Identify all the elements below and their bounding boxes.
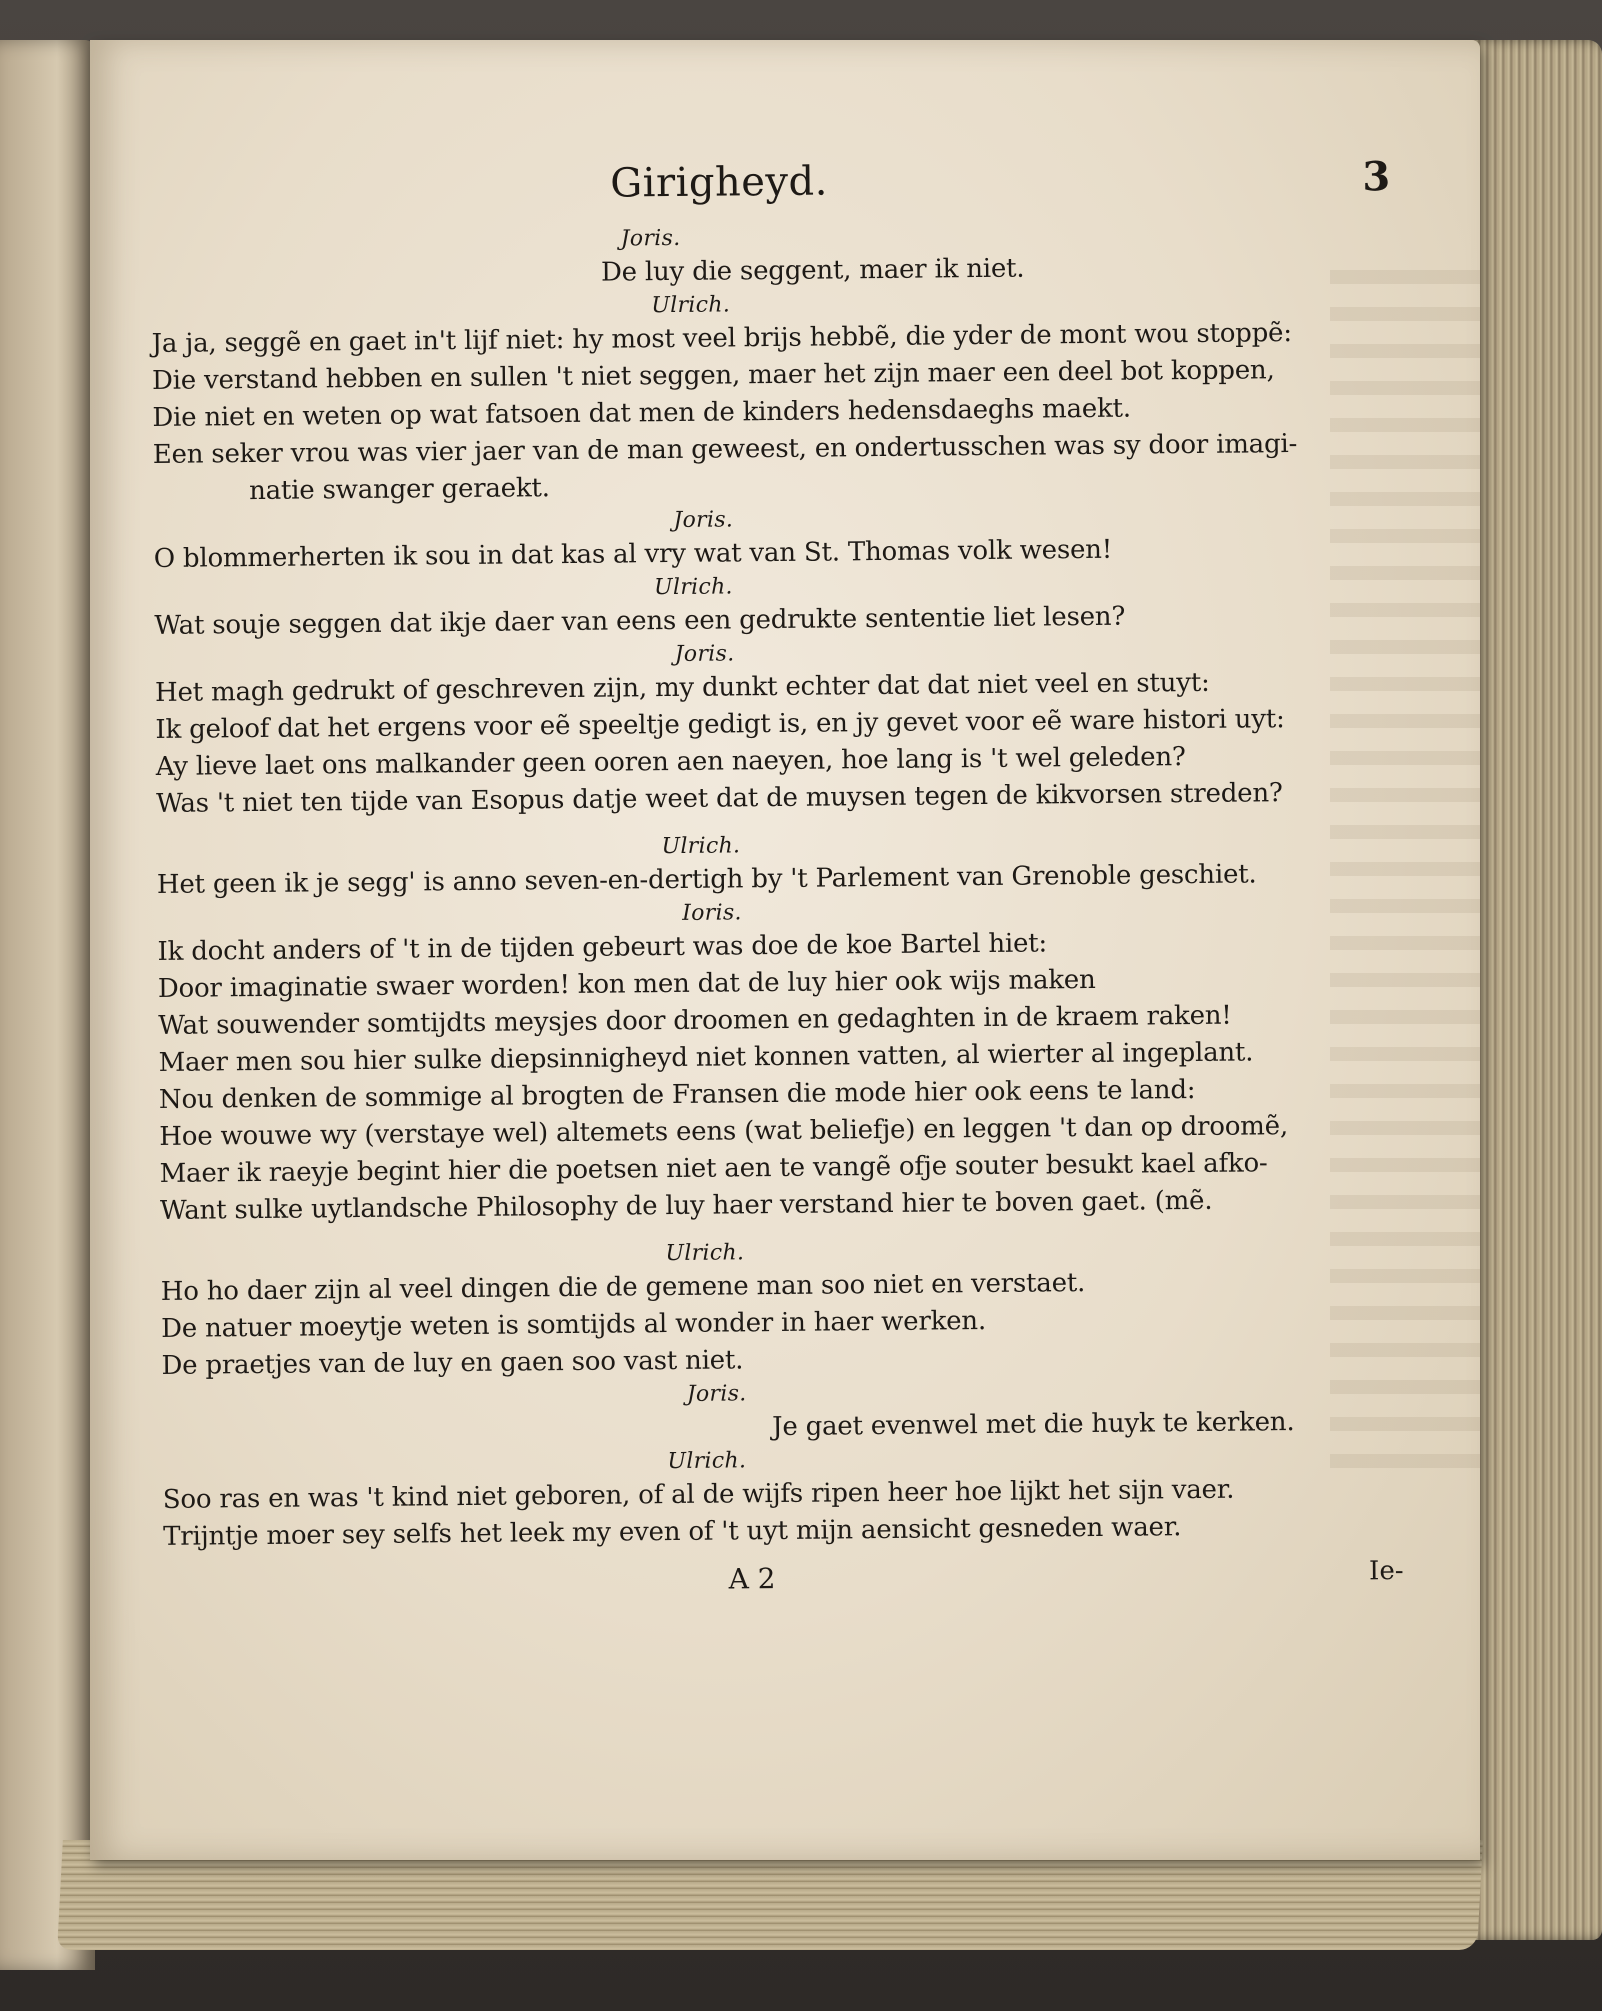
book-page [90, 40, 1480, 1860]
verse-line: Ja ja, seggẽ en gaet in't lijf niet: hy most veel brijs hebbẽ, die yder de mont wou stoppẽ: [151, 318, 1292, 359]
speaker-name: Joris. [674, 641, 735, 667]
verse-line: Die verstand hebben en sullen 't niet seggen, maer het zijn maer een deel bot koppen, [151, 355, 1275, 396]
verse-line: Soo ras en was 't kind niet geboren, of al de wijfs ripen heer hoe lijkt het sijn vaer. [162, 1474, 1235, 1515]
page-number: 3 [1362, 153, 1391, 201]
verse-line: Nou denken de sommige al brogten de Fransen die mode hier ook eens te land: [158, 1075, 1196, 1115]
verse-line: De luy die seggent, maer ik niet. [600, 253, 1025, 288]
verse-line: De natuer moeytje weten is somtijds al wonder in haer werken. [161, 1306, 987, 1344]
speaker-name: Joris. [673, 507, 734, 533]
verse-line: Trijntje moer sey selfs het leek my even of 't uyt mijn aensicht gesneden waer. [163, 1512, 1182, 1552]
speaker-name: Joris. [686, 1381, 747, 1407]
verse-line: O blommerherten ik sou in dat kas al vry wat van St. Thomas volk wesen! [153, 534, 1113, 574]
verse-line: Door imaginatie swaer worden! kon men dat de luy hier ook wijs maken [157, 964, 1096, 1004]
speaker-name: Ulrich. [665, 1240, 745, 1267]
verse-line: Ik geloof dat het ergens voor eẽ speeltje gedigt is, en jy gevet voor eẽ ware histori uyt: [155, 704, 1285, 745]
speaker-name: Ulrich. [661, 833, 741, 860]
text-block [150, 153, 1404, 1614]
speaker-name: Joris. [620, 225, 681, 252]
verse-line: Ho ho daer zijn al veel dingen die de gemene man soo niet en verstaet. [160, 1268, 1086, 1307]
running-head [150, 153, 1391, 225]
verse-line: De praetjes van de luy en gaen soo vast niet. [161, 1345, 744, 1381]
verse-line: Maer men sou hier sulke diepsinnigheyd niet konnen vatten, al wierter al ingeplant. [158, 1037, 1254, 1078]
verse-line: Wat souje seggen dat ikje daer van eens een gedrukte sententie liet lesen? [154, 601, 1126, 641]
speaker-name: Ulrich. [651, 292, 731, 319]
verse-line: Was 't niet ten tijde van Esopus datje weet dat de muysen tegen de kikvorsen streden? [155, 778, 1283, 819]
verse-line: Ay lieve laet ons malkander geen ooren aen naeyen, hoe lang is 't wel geleden? [155, 742, 1186, 782]
dialogue [151, 217, 1404, 1556]
verse-line: Het magh gedrukt of geschreven zijn, my dunkt echter dat dat niet veel en stuyt: [154, 667, 1210, 708]
page-footer [163, 1552, 1403, 1614]
verse-line: Die niet en weten op wat fatsoen dat men de kinders hedensdaeghs maekt. [152, 393, 1132, 433]
signature-mark: A 2 [728, 1562, 776, 1596]
speaker-name: Ulrich. [667, 1448, 747, 1475]
verse-line: Een seker vrou was vier jaer van de man geweest, en ondertusschen was sy door imagi- [152, 429, 1298, 470]
verse-line: Wat souwender somtijdts meysjes door droomen en gedaghten in de kraem raken! [158, 1000, 1232, 1041]
speaker-name: Ioris. [682, 900, 742, 926]
catchword: Ie- [1368, 1556, 1404, 1587]
verse-line: Ik docht anders of 't in de tijden gebeurt was doe de koe Bartel hiet: [157, 928, 1048, 967]
left-page-edge [0, 40, 95, 1970]
page-title: Girigheyd. [609, 158, 829, 207]
verse-line: Want sulke uytlandsche Philosophy de luy haer verstand hier te boven gaet. (mẽ. [159, 1185, 1213, 1226]
verse-line: natie swanger geraekt. [248, 473, 550, 507]
verse-line: Je gaet evenwel met die huyk te kerken. [771, 1407, 1295, 1443]
verse-line: Maer ik raeyje begint hier die poetsen niet aen te vangẽ ofje souter besukt kael afko- [159, 1148, 1268, 1189]
verse-line: Het geen ik je segg' is anno seven-en-dertigh by 't Parlement van Grenoble geschiet. [156, 859, 1257, 900]
speaker-name: Ulrich. [653, 574, 733, 601]
verse-line: Hoe wouwe wy (verstaye wel) altemets eens (wat beliefje) en leggen 't dan op droomẽ, [159, 1111, 1289, 1152]
